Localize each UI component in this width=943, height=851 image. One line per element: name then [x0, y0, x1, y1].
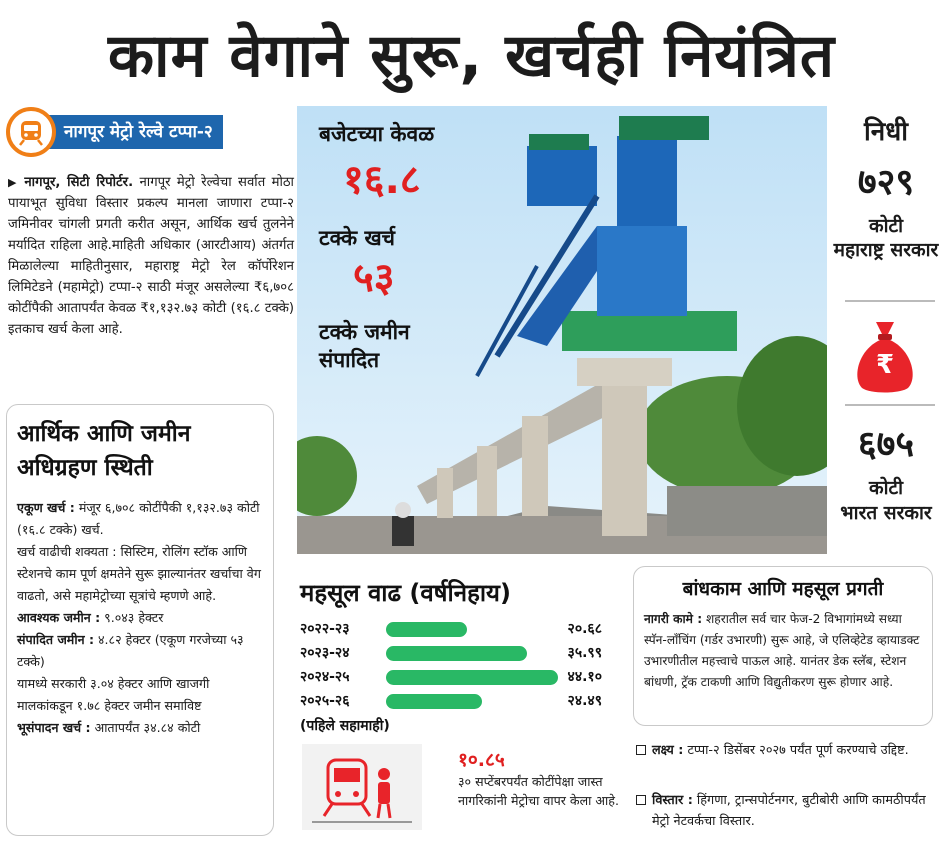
- target-bullet: लक्ष्य : टप्पा-२ डिसेंबर २०२७ पर्यंत पूर्ण करण्याचे उद्दिष्ट.: [636, 740, 940, 761]
- revenue-year-label: २०२२-२३: [300, 621, 350, 637]
- dateline: नागपूर, सिटी रिपोर्टर.: [24, 175, 134, 190]
- progress-box-title: बांधकाम आणि महसूल प्रगती: [682, 578, 884, 600]
- finance-item: आवश्यक जमीन : ९.०४३ हेक्टर: [17, 610, 164, 625]
- revenue-value-label: ४४.१०: [567, 669, 602, 685]
- intro-paragraph: ▶ नागपूर, सिटी रिपोर्टर. नागपूर मेट्रो रेल्वेचा सर्वात मोठा पायाभूत सुविधा विस्तार प्रकल्प मानला जाणारा टप्पा-२ जमिनीवर चांगली प्रगती करीत असून, आर्थिक खर्च तुलनेने मर्यादित राहिला आहे.माहिती अधिकार (आरटीआय) अंतर्गत मिळालेल्या माहितीनुसार, महाराष्ट्र मेट्रो रेल कॉर्पोरेशन लिमिटेडने (महामेट्रो) टप्पा-२ साठी मंजूर असलेल्या ₹६,७०८ कोटींपैकी आतापर्यंत केवळ ₹१,१३२.७३ कोटी (१६.८ टक्के) इतकाच खर्च केला आहे.: [8, 175, 294, 337]
- revenue-bar: [386, 646, 527, 661]
- revenue-year-label: २०२४-२५: [300, 669, 350, 685]
- checkbox-square-icon: [636, 745, 646, 755]
- revenue-row: [300, 665, 606, 689]
- state-funding-value: ७२९: [857, 162, 915, 203]
- central-funding-value: ६७५: [857, 424, 915, 465]
- state-funding-unit: कोटी: [868, 215, 903, 237]
- construction-photo: [297, 106, 827, 554]
- central-funding-unit: कोटी: [868, 477, 903, 499]
- rupee-symbol: ₹: [875, 350, 895, 380]
- central-funding-name: भारत सरकार: [840, 502, 932, 524]
- state-funding-name: महाराष्ट्र सरकार: [833, 239, 939, 261]
- checkbox-square-icon: [636, 795, 646, 805]
- revenue-row: [300, 689, 606, 713]
- revenue-row: [300, 617, 606, 641]
- finance-box: [6, 404, 274, 836]
- money-bag-icon: [852, 318, 918, 394]
- ridership-value: १०.८५: [458, 749, 505, 771]
- revenue-chart-title: महसूल वाढ (वर्षनिहाय): [300, 579, 511, 607]
- finance-item: एकूण खर्च : मंजूर ६,७०८ कोटींपैकी १,१३२.७३ कोटी (१६.८ टक्के) खर्च.: [17, 500, 260, 537]
- progress-box: [633, 566, 933, 726]
- headline: [0, 0, 943, 106]
- budget-value: १६.८: [343, 157, 421, 203]
- metro-train-icon: [6, 107, 56, 157]
- finance-item: यामध्ये सरकारी ३.०४ हेक्टर आणि खाजगी मालकांकडून १.७८ हेक्टर जमीन समाविष्ट: [17, 676, 210, 713]
- metro-passenger-icon: [302, 744, 422, 830]
- page-title: काम वेगाने सुरू, खर्चही नियंत्रित: [107, 21, 836, 91]
- revenue-row: [300, 641, 606, 665]
- funding-label: निधी: [864, 117, 908, 147]
- section-tag: [6, 108, 296, 156]
- divider: [845, 404, 935, 406]
- finance-item: संपादित जमीन : ४.८२ हेक्टर (एकूण गरजेच्या ५३ टक्के): [17, 632, 244, 669]
- intro-body: नागपूर मेट्रो रेल्वेचा सर्वात मोठा पायाभूत सुविधा विस्तार प्रकल्प मानला जाणारा टप्पा-२ जमिनीवर चांगली प्रगती करीत असून, आर्थिक खर्च तुलनेने मर्यादित राहिला आहे.माहिती अधिकार (आरटीआय) अंतर्गत मिळालेल्या माहितीनुसार, महाराष्ट्र मेट्रो रेल कॉर्पोरेशन लिमिटेडने (महामेट्रो) टप्पा-२ साठी मंजूर असलेल्या ₹६,७०८ कोटींपैकी आतापर्यंत केवळ ₹१,१३२.७३ कोटी (१६.८ टक्के) इतकाच खर्च केला आहे.: [8, 175, 294, 337]
- revenue-value-label: २०.६८: [567, 621, 602, 637]
- revenue-value-label: ३५.९९: [567, 645, 602, 661]
- land-value: ५३: [353, 255, 395, 301]
- percent-spent-label: टक्के खर्च: [319, 226, 395, 250]
- ridership-text: ३० सप्टेंबरपर्यंत कोटींपेक्षा जास्त नागरिकांनी मेट्रोचा वापर केला आहे.: [458, 774, 619, 808]
- revenue-value-label: २४.४९: [567, 693, 602, 709]
- revenue-year-label: २०२३-२४: [300, 645, 350, 661]
- expansion-bullet: विस्तार : हिंगणा, ट्रान्सपोर्टनगर, बुटीबोरी आणि कामठीपर्यंत मेट्रो नेटवर्कचा विस्तार.: [636, 790, 940, 832]
- revenue-note: (पहिले सहामाही): [300, 718, 390, 734]
- section-tag-label: नागपूर मेट्रो रेल्वे टप्पा-२: [48, 115, 223, 149]
- budget-label: बजेटच्या केवळ: [319, 122, 435, 146]
- revenue-bar: [386, 694, 482, 709]
- revenue-bar: [386, 622, 467, 637]
- finance-box-title: आर्थिक आणि जमीन अधिग्रहण स्थिती: [17, 421, 191, 481]
- revenue-bar: [386, 670, 558, 685]
- land-label: टक्के जमीन संपादित: [319, 320, 410, 372]
- finance-item: खर्च वाढीची शक्यता : सिस्टिम, रोलिंग स्टॉक आणि स्टेशनचे काम पूर्ण क्षमतेने सुरू झाल्यानंतर खर्चाचा वेग वाढतो, असे महामेट्रोच्या सूत्रांचे म्हणणे आहे.: [17, 544, 261, 603]
- revenue-year-label: २०२५-२६: [300, 693, 350, 709]
- progress-box-text: नागरी कामे : शहरातील सर्व चार फेज-2 विभागांमध्ये सध्या स्पॅन-लाँचिंग (गर्डर उभारणी) सुरू आहे, जे एलिव्हेटेड व्हायाडक्ट उभारणीतील महत्त्वाचे पाऊल आहे. यानंतर डेक स्लॅब, स्टेशन बांधणी, ट्रॅक टाकणी आणि विद्युतीकरण सुरू होणार आहे.: [644, 612, 920, 689]
- finance-item: भूसंपादन खर्च : आतापर्यंत ३४.८४ कोटी: [17, 720, 201, 735]
- divider: [845, 300, 935, 302]
